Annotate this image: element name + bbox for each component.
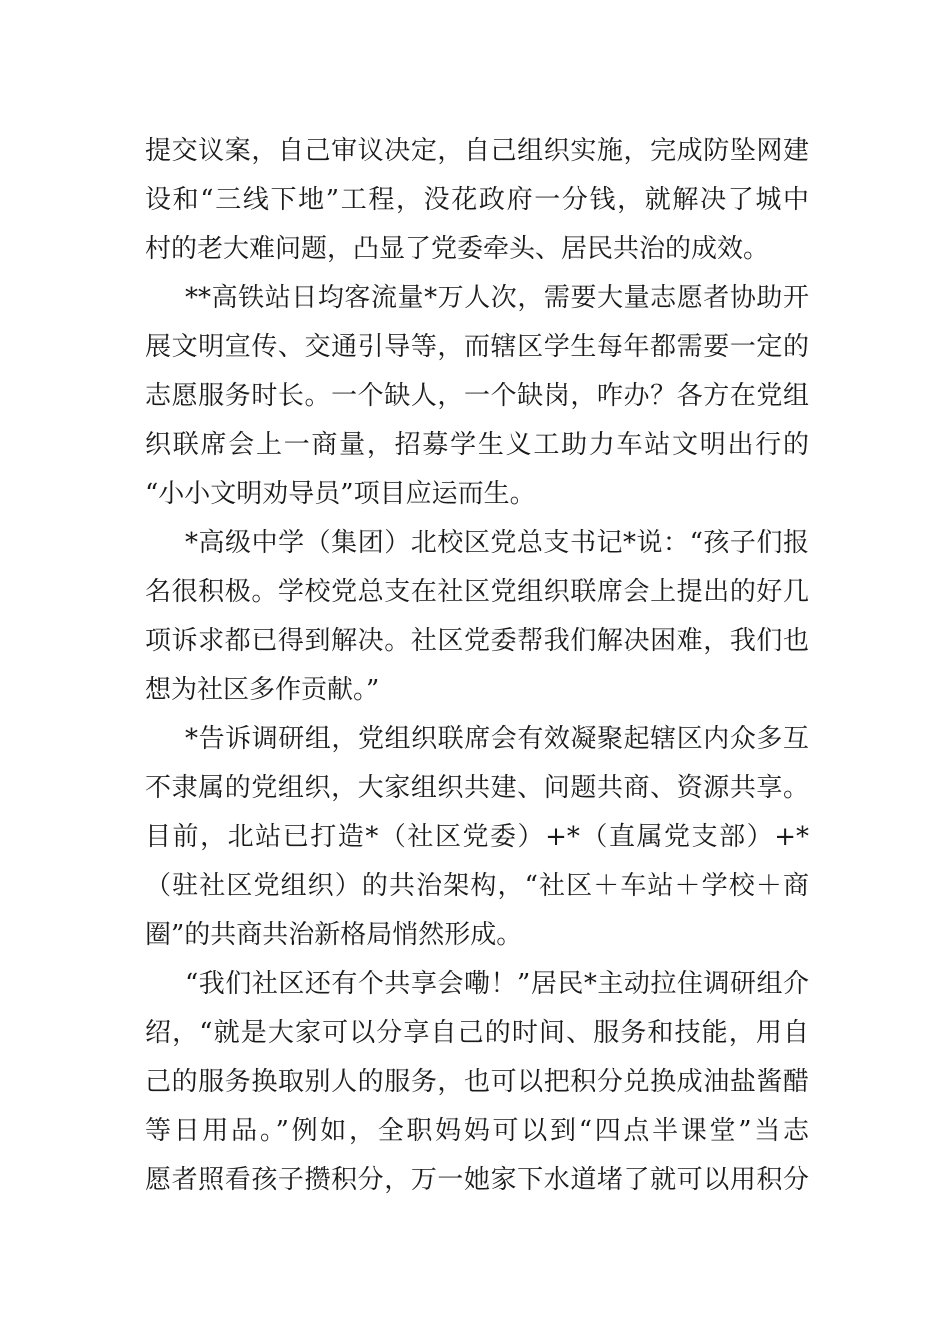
paragraph-2 [145, 274, 809, 519]
text-line: “我们社区还有个共享会嘞！”居民*主动拉住调研组介 [185, 969, 809, 999]
text-line: 目前，北站已打造*（社区党委）+*（直属党支部）+* [145, 822, 809, 852]
paragraph-1 [145, 127, 809, 274]
text-line: 名很积极。学校党总支在社区党组织联席会上提出的好几 [145, 577, 809, 607]
text-line: 展文明宣传、交通引导等，而辖区学生每年都需要一定的 [145, 332, 809, 362]
document-body [145, 127, 809, 1205]
text-line: 己的服务换取别人的服务，也可以把积分兑换成油盐酱醋 [145, 1067, 809, 1097]
text-line: 不隶属的党组织，大家组织共建、问题共商、资源共享。 [145, 773, 809, 803]
text-line: **高铁站日均客流量*万人次，需要大量志愿者协助开 [185, 283, 809, 313]
text-line: 提交议案，自己审议决定，自己组织实施，完成防坠网建 [145, 136, 809, 166]
text-line: 织联席会上一商量，招募学生义工助力车站文明出行的 [145, 430, 809, 460]
text-line: 志愿服务时长。一个缺人，一个缺岗，咋办？各方在党组 [145, 381, 809, 411]
paragraph-4 [145, 715, 809, 960]
paragraph-5 [145, 960, 809, 1205]
text-line: 圈”的共商共治新格局悄然形成。 [145, 920, 523, 950]
text-line: 设和“三线下地”工程，没花政府一分钱，就解决了城中 [145, 185, 809, 215]
paragraph-3 [145, 519, 809, 715]
text-line: 村的老大难问题，凸显了党委牵头、居民共治的成效。 [145, 234, 770, 264]
text-line: *高级中学（集团）北校区党总支书记*说：“孩子们报 [185, 528, 809, 558]
text-line: 想为社区多作贡献。” [145, 675, 380, 705]
text-line: “小小文明劝导员”项目应运而生。 [145, 479, 536, 509]
text-line: （驻社区党组织）的共治架构，“社区＋车站＋学校＋商 [145, 871, 809, 901]
text-line: 愿者照看孩子攒积分，万一她家下水道堵了就可以用积分 [145, 1165, 809, 1195]
text-line: 项诉求都已得到解决。社区党委帮我们解决困难，我们也 [145, 626, 809, 656]
text-line: 等日用品。”例如，全职妈妈可以到“四点半课堂”当志 [145, 1116, 809, 1146]
text-line: 绍，“就是大家可以分享自己的时间、服务和技能，用自 [145, 1018, 809, 1048]
text-line: *告诉调研组，党组织联席会有效凝聚起辖区内众多互 [185, 724, 809, 754]
